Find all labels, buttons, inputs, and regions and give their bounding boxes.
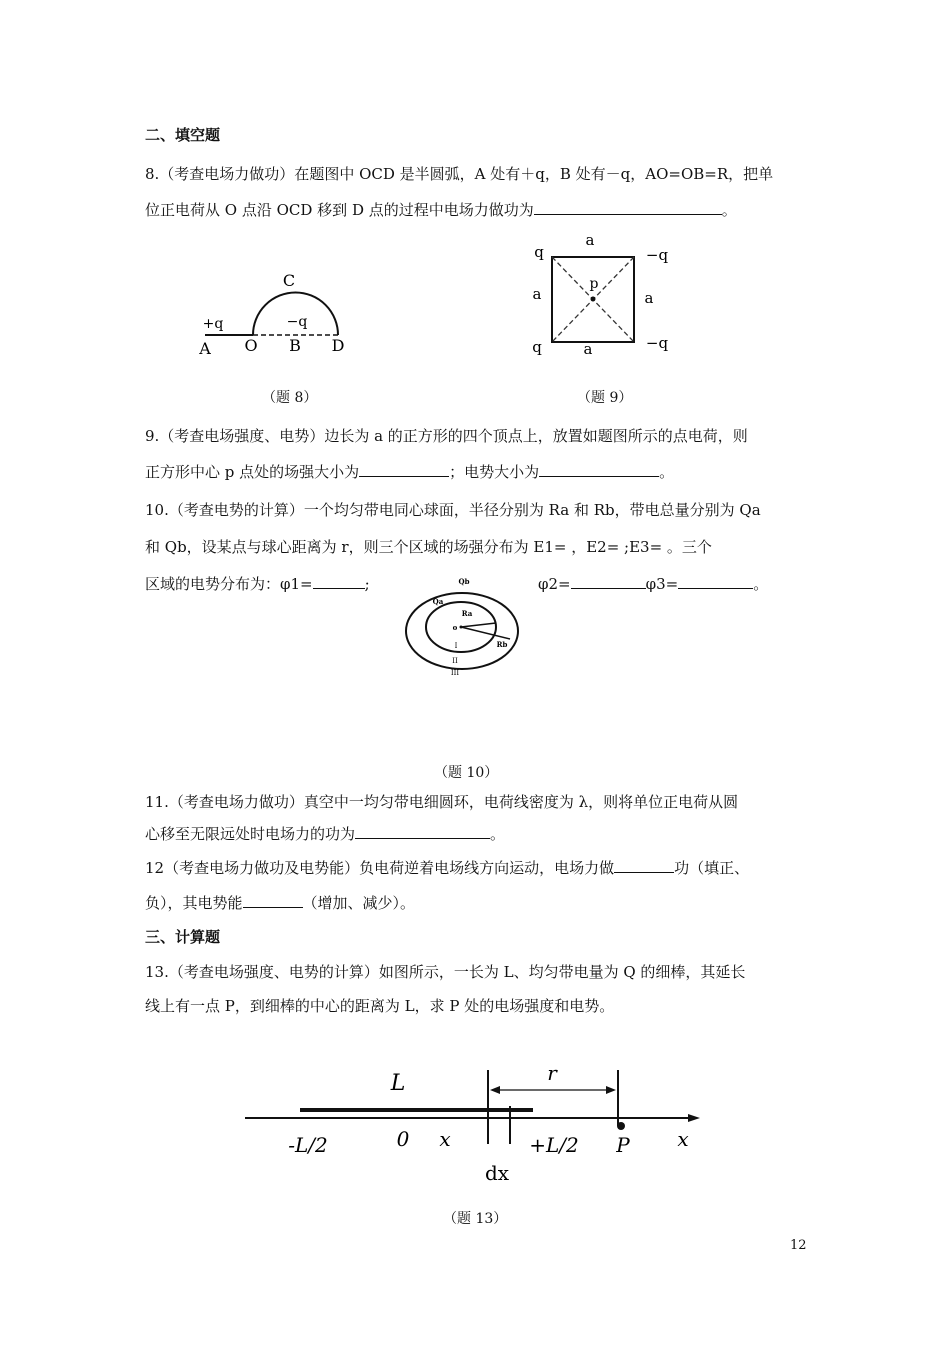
q8-end: 。 bbox=[721, 201, 737, 219]
q9-line2a: 正方形中心 p 点处的场强大小为 bbox=[145, 463, 360, 481]
q10-line1: 10.（考查电势的计算）一个均匀带电同心球面，半径分别为 Ra 和 Rb，带电总量分别为 Qa bbox=[145, 501, 761, 519]
q11-answer-blank[interactable] bbox=[355, 824, 490, 839]
fig10-label-o: o bbox=[452, 623, 458, 632]
fig8-label-minus-q: −q bbox=[286, 314, 308, 330]
q12-line2a: 负），其电势能 bbox=[145, 894, 243, 912]
q12-line2b: （增加、减少）。 bbox=[302, 894, 416, 912]
q12-energy-blank[interactable] bbox=[243, 893, 303, 908]
fig9-label-a-right: a bbox=[644, 289, 654, 307]
fig13-label-plus-L2: +L/2 bbox=[529, 1133, 579, 1157]
fig13-label-r: r bbox=[547, 1061, 557, 1085]
fig8-label-B: B bbox=[289, 336, 301, 355]
q10-phi2-label: φ2= bbox=[538, 575, 571, 593]
fig13-label-origin: 0 bbox=[396, 1127, 410, 1151]
q12-line2 bbox=[145, 893, 415, 913]
q12-line1b: 功（填正、 bbox=[674, 859, 750, 877]
fig8-label-C: C bbox=[282, 271, 296, 290]
fig9-label-a-bottom: a bbox=[583, 340, 593, 358]
q12-line1 bbox=[145, 858, 749, 878]
q10-line2: 和 Qb，设某点与球心距离为 r，则三个区域的场强分布为 E1= ，E2= ;E3= 。三个 bbox=[145, 538, 712, 556]
fig10-label-Qb: Qb bbox=[458, 577, 470, 586]
section-title-calculation: 三、计算题 bbox=[145, 928, 221, 946]
caption-fig9: （题 9） bbox=[577, 390, 633, 406]
q11-end: 。 bbox=[490, 825, 506, 843]
fig10-label-Qa: Qa bbox=[432, 597, 444, 606]
q10-end: 。 bbox=[753, 575, 769, 593]
q8-line2 bbox=[145, 200, 737, 220]
fig9-label-a-left: a bbox=[532, 285, 542, 303]
q11-line2 bbox=[145, 824, 505, 844]
fig10-label-Ra: Ra bbox=[461, 609, 473, 618]
q9-field-strength-blank[interactable] bbox=[359, 462, 449, 477]
q8-line2-text: 位正电荷从 O 点沿 OCD 移到 D 点的过程中电场力做功为 bbox=[145, 201, 534, 219]
q8-answer-blank[interactable] bbox=[534, 200, 722, 215]
q11-line2-text: 心移至无限远处时电场力的功为 bbox=[145, 825, 356, 843]
fig10-label-I: I bbox=[454, 642, 458, 650]
page-number: 12 bbox=[790, 1238, 807, 1253]
q9-potential-blank[interactable] bbox=[539, 462, 659, 477]
figure-10 bbox=[400, 575, 530, 680]
q9-line1: 9.（考查电场强度、电势）边长为 a 的正方形的四个顶点上，放置如题图所示的点电荷，则 bbox=[145, 427, 748, 445]
caption-fig8: （题 8） bbox=[262, 390, 318, 406]
q8-line1: 8.（考查电场力做功）在题图中 OCD 是半圆弧，A 处有＋q，B 处有－q，AO=OB=R，把单 bbox=[145, 165, 774, 183]
q10-line3-right bbox=[538, 574, 768, 594]
q12-line1a: 12（考查电场力做功及电势能）负电荷逆着电场线方向运动，电场力做 bbox=[145, 859, 615, 877]
q9-end: 。 bbox=[659, 463, 675, 481]
fig8-label-D: D bbox=[331, 336, 345, 355]
fig9-label-minus-q-bottom-right: −q bbox=[645, 334, 669, 352]
q10-line3 bbox=[145, 574, 370, 594]
q10-phi3-label: φ3= bbox=[645, 575, 679, 593]
fig9-label-p: p bbox=[589, 276, 599, 292]
fig13-label-minus-L2: -L/2 bbox=[288, 1133, 328, 1157]
q13-line2: 线上有一点 P，到细棒的中心的距离为 L，求 P 处的电场强度和电势。 bbox=[145, 997, 615, 1015]
fig10-label-II: II bbox=[452, 657, 458, 665]
fig13-label-x: x bbox=[439, 1127, 451, 1151]
figure-13 bbox=[240, 1060, 710, 1190]
q9-line2b: ；电势大小为 bbox=[449, 463, 540, 481]
fig9-label-q-top-left: q bbox=[534, 243, 544, 261]
fig10-label-III: III bbox=[450, 669, 460, 677]
q10-phi1-blank[interactable] bbox=[313, 574, 365, 589]
caption-fig10: （题 10） bbox=[434, 765, 499, 781]
fig13-label-axis-x: x bbox=[677, 1127, 689, 1151]
fig9-label-a-top: a bbox=[585, 231, 595, 249]
q10-phi1-label: 区域的电势分布为：φ1= bbox=[145, 575, 313, 593]
fig13-label-dx: dx bbox=[484, 1161, 510, 1185]
fig8-label-A: A bbox=[199, 339, 211, 358]
fig9-label-q-bottom-left: q bbox=[532, 338, 542, 356]
fig9-label-minus-q-top-right: −q bbox=[645, 246, 669, 264]
q11-line1: 11.（考查电场力做功）真空中一均匀带电细圆环，电荷线密度为 λ，则将单位正电荷从圆 bbox=[145, 793, 739, 811]
q10-phi2-blank[interactable] bbox=[571, 574, 646, 589]
q10-phi3-blank[interactable] bbox=[678, 574, 753, 589]
figure-9 bbox=[525, 230, 675, 360]
fig8-label-plus-q: +q bbox=[202, 316, 224, 332]
caption-fig13: （题 13） bbox=[443, 1211, 508, 1227]
q12-work-sign-blank[interactable] bbox=[614, 858, 674, 873]
figure-8 bbox=[195, 265, 365, 365]
q13-line1: 13.（考查电场强度、电势的计算）如图所示，一长为 L、均匀带电量为 Q 的细棒，其延长 bbox=[145, 963, 746, 981]
q9-line2 bbox=[145, 462, 674, 482]
fig13-label-P: P bbox=[616, 1133, 630, 1157]
fig13-label-L: L bbox=[390, 1071, 406, 1096]
fig10-label-Rb: Rb bbox=[496, 640, 508, 649]
q10-semicolon: ; bbox=[364, 575, 370, 593]
section-title-fill-in: 二、填空题 bbox=[145, 126, 221, 144]
fig8-label-O: O bbox=[244, 336, 258, 355]
